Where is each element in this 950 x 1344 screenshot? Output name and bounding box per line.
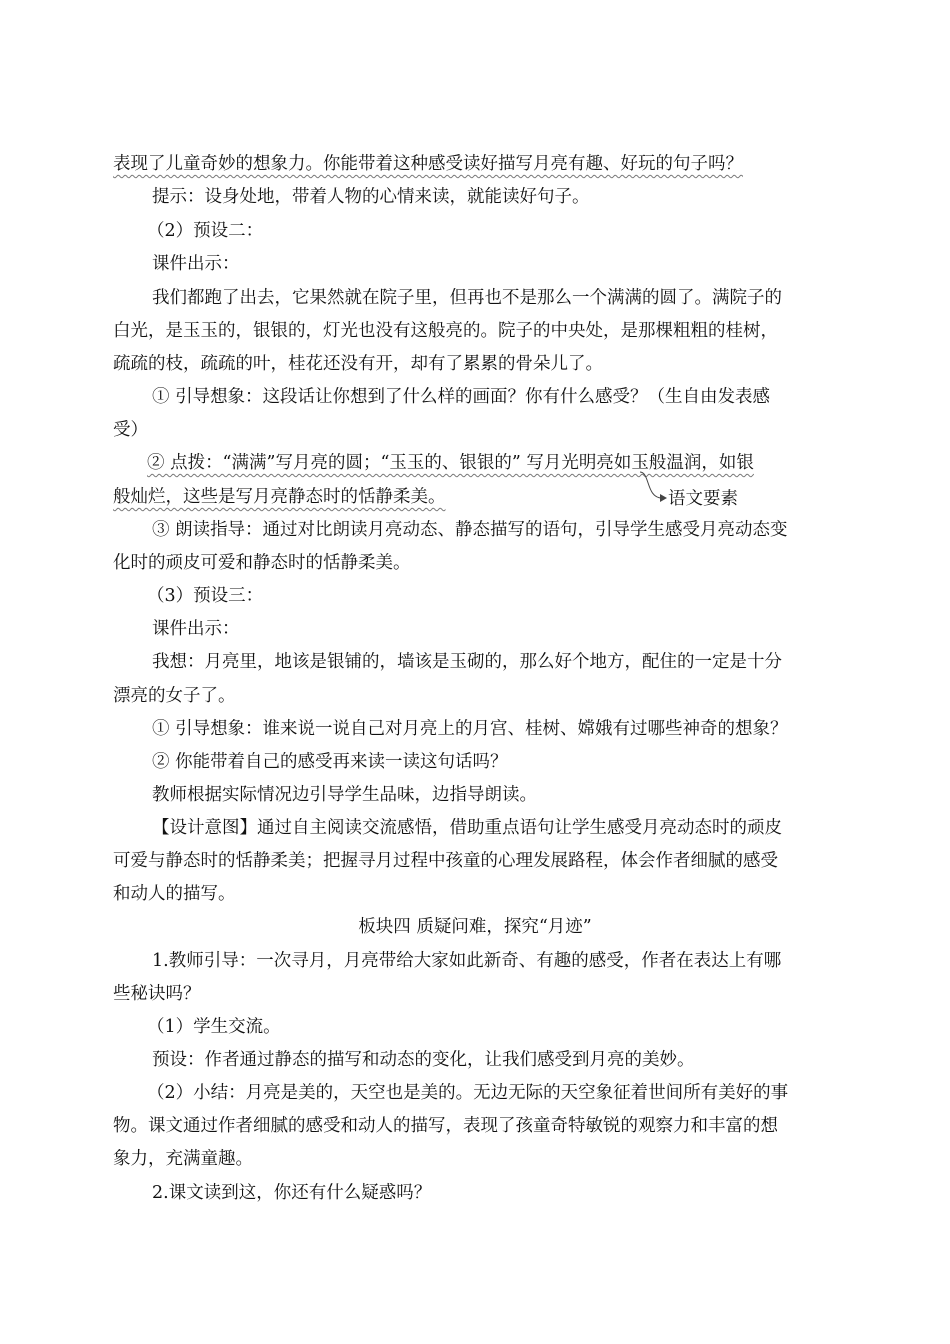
text-line: 疏疏的枝，疏疏的叶，桂花还没有开，却有了累累的骨朵儿了。 — [113, 354, 603, 374]
text-line: 物。课文通过作者细腻的感受和动人的描写，表现了孩童奇特敏锐的观察力和丰富的想 — [113, 1116, 778, 1136]
text-line: 我们都跑了出去，它果然就在院子里，但再也不是那么一个满满的圆了。满院子的 — [152, 288, 782, 308]
text-line: 些秘诀吗？ — [113, 984, 201, 1004]
text-line: 预设：作者通过静态的描写和动态的变化，让我们感受到月亮的美妙。 — [152, 1050, 695, 1070]
text-line: 般灿烂，这些是写月亮静态时的恬静柔美。 — [113, 487, 446, 507]
text-line: 和动人的描写。 — [113, 884, 236, 904]
text-line: 课件出示： — [152, 254, 240, 274]
text-line: 象力，充满童趣。 — [113, 1149, 253, 1169]
text-line: ③ 朗读指导：通过对比朗读月亮动态、静态描写的语句，引导学生感受月亮动态变 — [152, 520, 788, 540]
text-line: ① 引导想象：这段话让你想到了什么样的画面？你有什么感受？（生自由发表感 — [152, 387, 771, 407]
text-line: ② 点拨：“满满”写月亮的圆；“玉玉的、银银的” 写月光明亮如玉般温润，如银 — [147, 453, 754, 473]
callout-label: 语文要素 — [668, 489, 738, 509]
text-line: 化时的顽皮可爱和静态时的恬静柔美。 — [113, 553, 411, 573]
text-line: 白光，是玉玉的，银银的，灯光也没有这般亮的。院子的中央处，是那棵粗粗的桂树， — [113, 321, 778, 341]
text-line: ② 你能带着自己的感受再来读一读这句话吗？ — [152, 752, 508, 772]
section-heading: 板块四 质疑问难，探究“月迹” — [358, 917, 592, 937]
text-line: 【设计意图】通过自主阅读交流感悟，借助重点语句让学生感受月亮动态时的顽皮 — [152, 818, 782, 838]
text-line: 2.课文读到这，你还有什么疑惑吗？ — [152, 1183, 432, 1203]
text-line: （2）小结：月亮是美的，天空也是美的。无边无际的天空象征着世间所有美好的事 — [147, 1083, 789, 1103]
text-line: （1）学生交流。 — [147, 1017, 281, 1037]
text-line: （3）预设三： — [147, 586, 264, 606]
text-line: 可爱与静态时的恬静柔美；把握寻月过程中孩童的心理发展路程，体会作者细腻的感受 — [113, 851, 778, 871]
text-line: ① 引导想象：谁来说一说自己对月亮上的月宫、桂树、嫦娥有过哪些神奇的想象？ — [152, 719, 788, 739]
text-line: 1.教师引导：一次寻月，月亮带给大家如此新奇、有趣的感受，作者在表达上有哪 — [152, 951, 782, 971]
text-line: 课件出示： — [152, 619, 240, 639]
text-line: 提示：设身处地，带着人物的心情来读，就能读好句子。 — [152, 187, 590, 207]
text-line: 漂亮的女子了。 — [113, 686, 236, 706]
text-line: 我想：月亮里，地该是银铺的，墙该是玉砌的，那么好个地方，配住的一定是十分 — [152, 652, 782, 672]
text-line: 教师根据实际情况边引导学生品味，边指导朗读。 — [152, 785, 537, 805]
text-line: 受） — [113, 420, 148, 440]
text-line: （2）预设二： — [147, 221, 264, 241]
text-line: 表现了儿童奇妙的想象力。你能带着这种感受读好描写月亮有趣、好玩的句子吗？ — [113, 154, 743, 174]
